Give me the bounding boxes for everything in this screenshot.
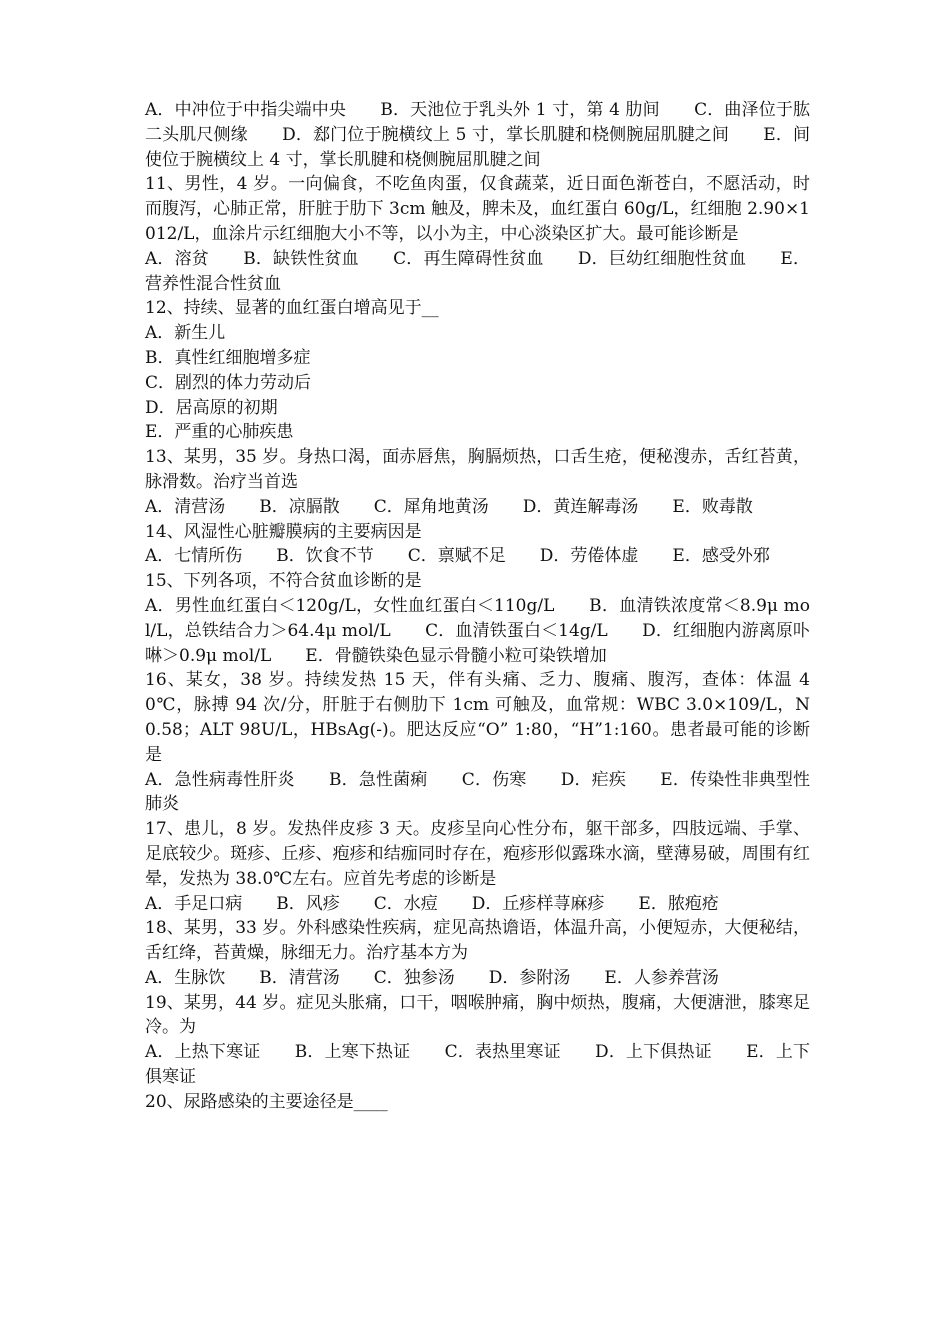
question-16: 16、某女，38 岁。持续发热 15 天，伴有头痛、乏力、腹痛、腹泻，查体：体温 40℃，脉搏 94 次/分，肝脏于右侧肋下 1cm 可触及，血常规：WBC 3.0×109/L，N 0.58；ALT 98U/L，HBsAg(-)。肥达反应“O” 1:80，“H”1:160。患者最可能的诊断是 [145,670,810,765]
answer-options-13: A．清营汤 B．凉膈散 C．犀角地黄汤 D．黄连解毒汤 E．败毒散 [145,496,753,517]
answer-options-18: A．生脉饮 B．清营汤 C．独参汤 D．参附汤 E．人参养营汤 [145,967,719,988]
document-body [145,98,810,1115]
question-15: 15、下列各项，不符合贫血诊断的是 [145,571,422,592]
answer-options-17: A．手足口病 B．风疹 C．水痘 D．丘疹样荨麻疹 E．脓疱疮 [145,893,719,914]
question-19: 19、某男，44 岁。症见头胀痛，口干，咽喉肿痛，胸中烦热，腹痛，大便溏泄，膝寒足冷。为 [145,992,810,1038]
option-12-d: D．居高原的初期 [145,397,278,418]
answer-options-11: A．溶贫 B．缺铁性贫血 C．再生障碍性贫血 D．巨幼红细胞性贫血 E．营养性混合性贫血 [145,248,810,294]
question-13: 13、某男，35 岁。身热口渴，面赤唇焦，胸膈烦热，口舌生疮，便秘溲赤，舌红苔黄，脉滑数。治疗当首选 [145,447,810,492]
option-12-b: B．真性红细胞增多症 [145,347,311,368]
question-14: 14、风湿性心脏瓣膜病的主要病因是 [145,521,422,542]
question-18: 18、某男，33 岁。外科感染性疾病，症见高热谵语，体温升高，小便短赤，大便秘结，舌红绛，苔黄燥，脉细无力。治疗基本方为 [145,918,810,964]
option-12-a: A．新生儿 [145,323,226,344]
answer-options-prev: A．中冲位于中指尖端中央 B．天池位于乳头外 1 寸，第 4 肋间 C．曲泽位于肱二头肌尺侧缘 D．郄门位于腕横纹上 5 寸，掌长肌腱和桡侧腕屈肌腱之间 E．间使位于腕横纹上 4 寸，掌长肌腱和桡侧腕屈肌腱之间 [145,100,810,170]
answer-options-15: A．男性血红蛋白＜120g/L，女性血红蛋白＜110g/L B．血清铁浓度常＜8.9μ mol/L，总铁结合力＞64.4μ mol/L C．血清铁蛋白＜14g/L D．红细胞内游离原卟啉＞0.9μ mol/L E．骨髓铁染色显示骨髓小粒可染铁增加 [145,595,810,666]
question-20: 20、尿路感染的主要途径是____ [145,1091,388,1112]
question-11: 11、男性，4 岁。一向偏食，不吃鱼肉蛋，仅食蔬菜，近日面色渐苍白，不愿活动，时而腹泻，心肺正常，肝脏于肋下 3cm 触及，脾未及，血红蛋白 60g/L，红细胞 2.90×1012/L，血涂片示红细胞大小不等，以小为主，中心淡染区扩大。最可能诊断是 [145,174,810,244]
option-12-e: E．严重的心肺疾患 [145,422,294,443]
answer-options-14: A．七情所伤 B．饮食不节 C．禀赋不足 D．劳倦体虚 E．感受外邪 [145,546,770,567]
option-12-c: C．剧烈的体力劳动后 [145,372,312,393]
answer-options-19: A．上热下寒证 B．上寒下热证 C．表热里寒证 D．上下俱热证 E．上下俱寒证 [145,1042,810,1088]
answer-options-16: A．急性病毒性肝炎 B．急性菌痢 C．伤寒 D．疟疾 E．传染性非典型性肺炎 [145,769,810,815]
question-12: 12、持续、显著的血红蛋白增高见于__ [145,298,439,319]
question-17: 17、患儿，8 岁。发热伴皮疹 3 天。皮疹呈向心性分布，躯干部多，四肢远端、手掌、足底较少。斑疹、丘疹、疱疹和结痂同时存在，疱疹形似露珠水滴，壁薄易破，周围有红晕，发热为 38.0℃左右。应首先考虑的诊断是 [145,819,810,889]
